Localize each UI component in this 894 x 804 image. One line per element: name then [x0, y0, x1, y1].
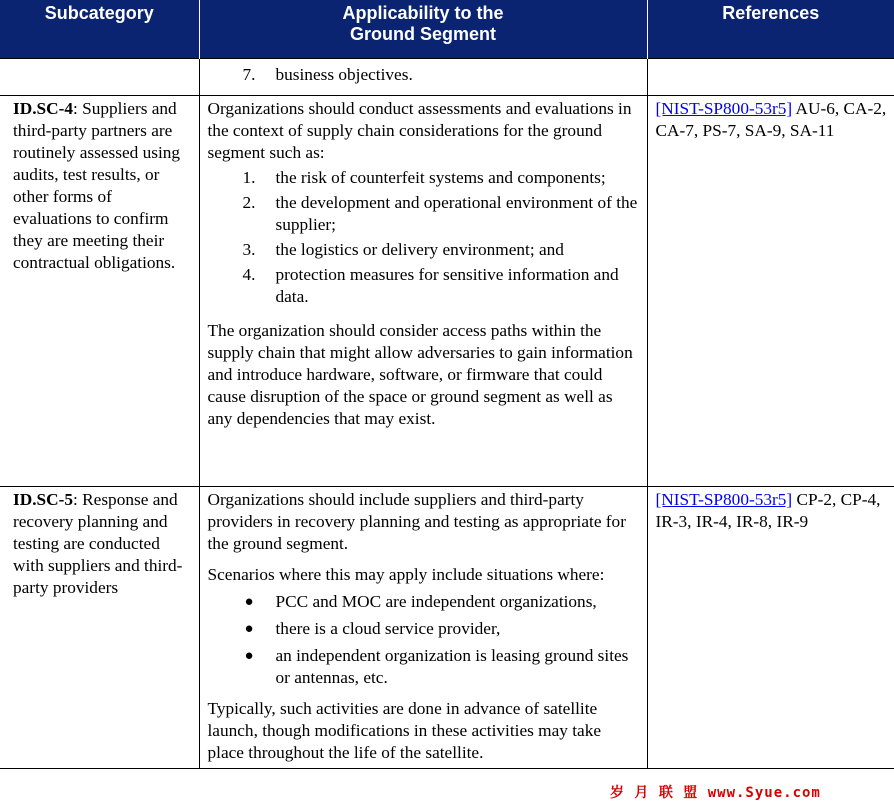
bullet-icon: ●: [244, 594, 254, 610]
watermark: 岁 月 联 盟 www.Syue.com: [610, 785, 821, 801]
applicability-intro: Organizations should include suppliers and third-party providers in recovery planning and testing as appropriate for the ground segment.: [207, 490, 626, 553]
list-item-text: PCC and MOC are independent organizations,: [275, 592, 597, 611]
list-item-text: protection measures for sensitive information and data.: [275, 265, 619, 306]
header-subcategory: Subcategory: [0, 0, 199, 59]
cell-applicability: [199, 487, 647, 769]
cell-subcategory: [0, 96, 199, 487]
reference-controls: AU-6, CA-2, CA-7, PS-7, SA-9, SA-11: [655, 99, 887, 140]
subcategory-id: ID.SC-5: [13, 490, 74, 509]
list-item-text: the logistics or delivery environment; and: [275, 240, 564, 259]
header-applicability-line2: Ground Segment: [349, 24, 496, 44]
applicability-paragraph: Typically, such activities are done in advance of satellite launch, though modifications in these activities may take place throughout the life of the satellite.: [207, 699, 602, 762]
cell-applicability: [199, 96, 647, 487]
list-item-number: 3.: [242, 240, 256, 259]
list-item-number: 2.: [242, 193, 256, 212]
header-applicability-line1: Applicability to the: [342, 3, 504, 23]
list-item: [208, 645, 641, 689]
applicability-paragraph: Scenarios where this may apply include situations where:: [207, 565, 605, 584]
subcategory-id: ID.SC-4: [13, 99, 74, 118]
cell-references: [647, 487, 894, 769]
list-item: [208, 239, 641, 261]
list-item: [208, 264, 641, 308]
list-item-text: there is a cloud service provider,: [275, 619, 501, 638]
table-header-row: [0, 0, 894, 59]
list-item: [208, 591, 641, 613]
applicability-paragraph: The organization should consider access paths within the supply chain that might allow adversaries to gain information and introduce hardware, software, or firmware that could cause disruption of the space or ground segment as well as any dependencies that may exist.: [207, 321, 633, 428]
continued-list: [208, 64, 641, 86]
cell-references-continued: [647, 59, 894, 96]
list-item: [208, 192, 641, 236]
table-row: [0, 96, 894, 487]
subcategory-text: : Response and recovery planning and testing are conducted with suppliers and third-party providers: [13, 490, 183, 597]
reference-link[interactable]: [NIST-SP800-53r5]: [655, 99, 793, 118]
list-item-number: 7.: [242, 65, 256, 84]
cell-applicability-continued: [199, 59, 647, 96]
list-item-number: 1.: [242, 168, 256, 187]
subcategory-text: : Suppliers and third-party partners are routinely assessed using audits, test results, or other forms of evaluations to confirm they are meeting their contractual obligations.: [13, 99, 181, 272]
list-item-text: the risk of counterfeit systems and components;: [275, 168, 606, 187]
reference-controls: CP-2, CP-4, IR-3, IR-4, IR-8, IR-9: [655, 490, 881, 531]
bullet-icon: ●: [244, 648, 254, 664]
scenario-list: [208, 591, 641, 689]
header-references: References: [647, 0, 894, 59]
cell-subcategory-continued: [0, 59, 199, 96]
reference-link[interactable]: [NIST-SP800-53r5]: [655, 490, 793, 509]
applicability-intro: Organizations should conduct assessments and evaluations in the context of supply chain considerations for the ground segment such as:: [207, 99, 632, 162]
bullet-icon: ●: [244, 621, 254, 637]
list-item: [208, 167, 641, 189]
table-row: [0, 487, 894, 769]
list-item: [208, 64, 641, 86]
table-row: [0, 59, 894, 96]
cell-references: [647, 96, 894, 487]
assessment-list: [208, 167, 641, 308]
list-item-text: the development and operational environment of the supplier;: [275, 193, 638, 234]
list-item: [208, 618, 641, 640]
header-applicability: [199, 0, 647, 59]
list-item-text: business objectives.: [275, 65, 413, 84]
list-item-number: 4.: [242, 265, 256, 284]
cell-subcategory: [0, 487, 199, 769]
list-item-text: an independent organization is leasing ground sites or antennas, etc.: [275, 646, 629, 687]
